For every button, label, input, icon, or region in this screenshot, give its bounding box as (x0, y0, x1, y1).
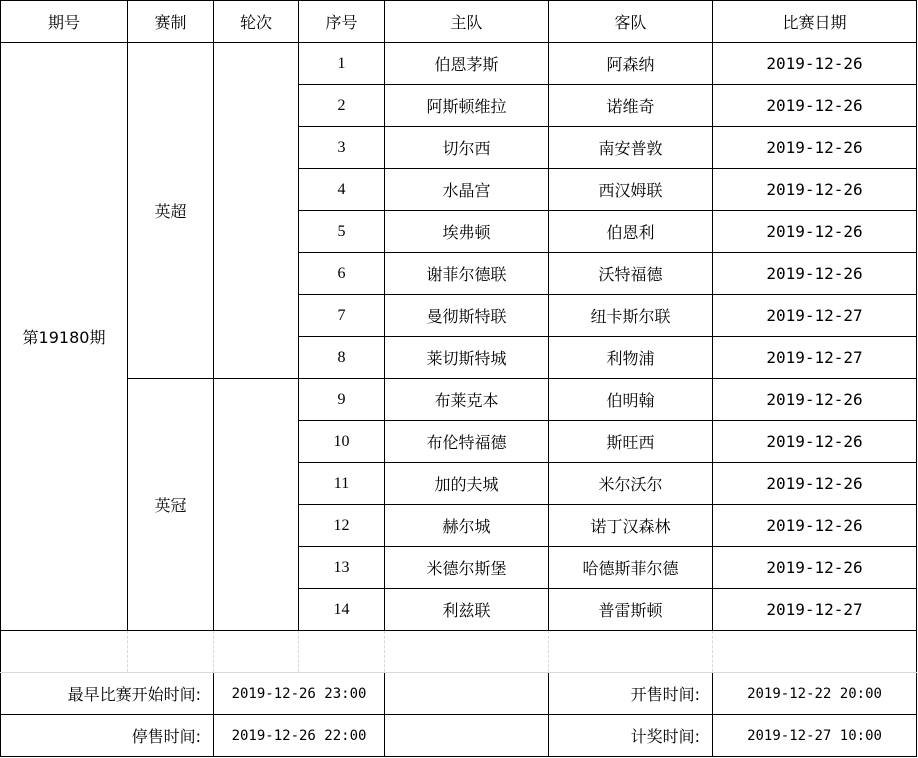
match-number: 14 (299, 589, 385, 631)
match-date: 2019-12-26 (713, 421, 917, 463)
league-cell: 英超 (128, 43, 214, 379)
round-cell (214, 379, 299, 631)
away-team: 斯旺西 (549, 421, 713, 463)
match-row (1, 379, 917, 421)
round-cell (214, 43, 299, 379)
away-team: 伯明翰 (549, 379, 713, 421)
match-row (1, 43, 917, 85)
period-cell: 第19180期 (1, 43, 128, 631)
empty-cell (385, 631, 549, 673)
match-number: 5 (299, 211, 385, 253)
match-number: 2 (299, 85, 385, 127)
home-team: 加的夫城 (385, 463, 549, 505)
header-round: 轮次 (214, 1, 299, 43)
match-number: 1 (299, 43, 385, 85)
match-date: 2019-12-26 (713, 211, 917, 253)
away-team: 纽卡斯尔联 (549, 295, 713, 337)
footer-row-2 (1, 715, 917, 757)
home-team: 布伦特福德 (385, 421, 549, 463)
match-number: 4 (299, 169, 385, 211)
home-team: 伯恩茅斯 (385, 43, 549, 85)
home-team: 布莱克本 (385, 379, 549, 421)
match-number: 8 (299, 337, 385, 379)
empty-cell (128, 631, 214, 673)
away-team: 阿森纳 (549, 43, 713, 85)
away-team: 伯恩利 (549, 211, 713, 253)
home-team: 水晶宫 (385, 169, 549, 211)
payout-value: 2019-12-27 10:00 (713, 715, 917, 757)
home-team: 切尔西 (385, 127, 549, 169)
match-date: 2019-12-27 (713, 337, 917, 379)
away-team: 诺维奇 (549, 85, 713, 127)
home-team: 利兹联 (385, 589, 549, 631)
match-date: 2019-12-27 (713, 589, 917, 631)
match-date: 2019-12-26 (713, 127, 917, 169)
empty-cell (385, 715, 549, 757)
header-period: 期号 (1, 1, 128, 43)
match-date: 2019-12-27 (713, 295, 917, 337)
away-team: 普雷斯顿 (549, 589, 713, 631)
empty-cell (214, 631, 299, 673)
away-team: 南安普敦 (549, 127, 713, 169)
home-team: 埃弗顿 (385, 211, 549, 253)
match-number: 9 (299, 379, 385, 421)
match-date: 2019-12-26 (713, 547, 917, 589)
empty-cell (299, 631, 385, 673)
sale-open-label: 开售时间: (549, 673, 713, 715)
header-row (1, 1, 917, 43)
sale-stop-value: 2019-12-26 22:00 (214, 715, 385, 757)
match-number: 3 (299, 127, 385, 169)
match-date: 2019-12-26 (713, 169, 917, 211)
header-format: 赛制 (128, 1, 214, 43)
match-number: 10 (299, 421, 385, 463)
match-number: 11 (299, 463, 385, 505)
spacer-row (1, 631, 917, 673)
sale-stop-label: 停售时间: (1, 715, 214, 757)
header-date: 比赛日期 (713, 1, 917, 43)
empty-cell (713, 631, 917, 673)
away-team: 利物浦 (549, 337, 713, 379)
payout-label: 计奖时间: (549, 715, 713, 757)
empty-cell (549, 631, 713, 673)
away-team: 米尔沃尔 (549, 463, 713, 505)
header-seq: 序号 (299, 1, 385, 43)
league-cell: 英冠 (128, 379, 214, 631)
sale-open-value: 2019-12-22 20:00 (713, 673, 917, 715)
match-number: 7 (299, 295, 385, 337)
home-team: 赫尔城 (385, 505, 549, 547)
home-team: 阿斯顿维拉 (385, 85, 549, 127)
earliest-start-label: 最早比赛开始时间: (1, 673, 214, 715)
match-number: 6 (299, 253, 385, 295)
home-team: 谢菲尔德联 (385, 253, 549, 295)
home-team: 莱切斯特城 (385, 337, 549, 379)
away-team: 西汉姆联 (549, 169, 713, 211)
match-date: 2019-12-26 (713, 253, 917, 295)
away-team: 沃特福德 (549, 253, 713, 295)
match-date: 2019-12-26 (713, 463, 917, 505)
empty-cell (385, 673, 549, 715)
away-team: 哈德斯菲尔德 (549, 547, 713, 589)
home-team: 米德尔斯堡 (385, 547, 549, 589)
earliest-start-value: 2019-12-26 23:00 (214, 673, 385, 715)
match-date: 2019-12-26 (713, 505, 917, 547)
home-team: 曼彻斯特联 (385, 295, 549, 337)
match-date: 2019-12-26 (713, 43, 917, 85)
header-away: 客队 (549, 1, 713, 43)
empty-cell (1, 631, 128, 673)
match-number: 12 (299, 505, 385, 547)
match-number: 13 (299, 547, 385, 589)
header-home: 主队 (385, 1, 549, 43)
away-team: 诺丁汉森林 (549, 505, 713, 547)
match-date: 2019-12-26 (713, 85, 917, 127)
footer-row-1 (1, 673, 917, 715)
match-date: 2019-12-26 (713, 379, 917, 421)
